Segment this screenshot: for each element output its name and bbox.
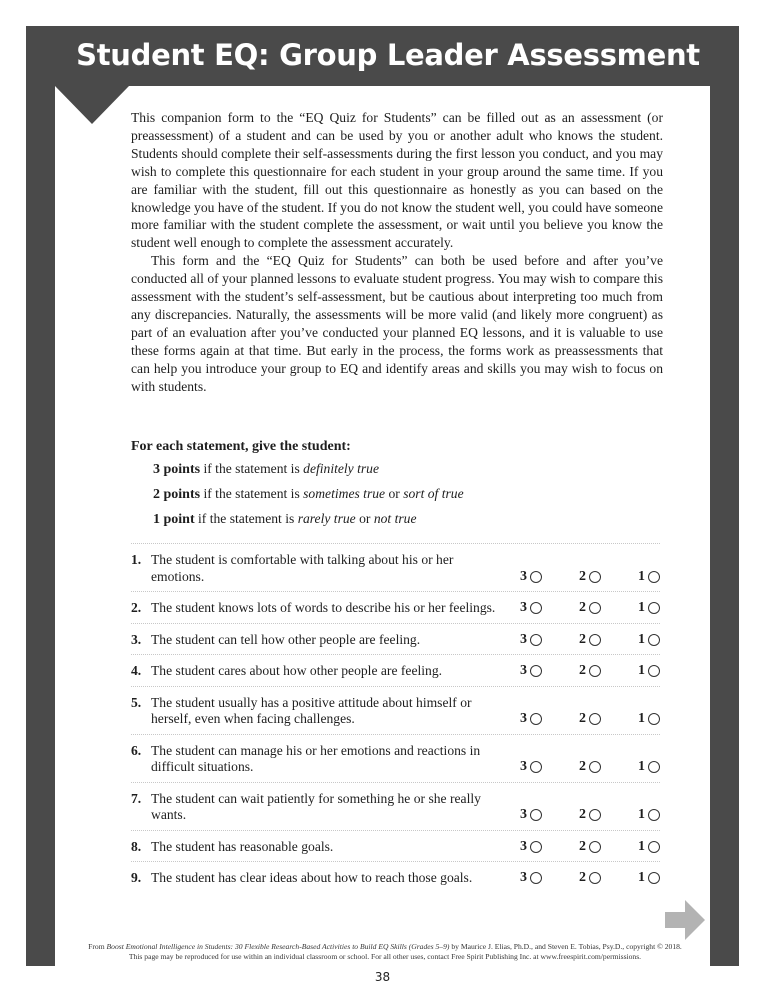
statement-number: 5. — [131, 694, 142, 710]
option-2[interactable] — [579, 663, 601, 680]
statement-row — [131, 861, 660, 893]
option-2[interactable] — [579, 600, 601, 617]
option-label: 1 — [638, 711, 645, 726]
option-3[interactable] — [520, 711, 542, 728]
statement-text: The student has clear ideas about how to reach those goals. — [151, 870, 473, 885]
radio-circle-icon[interactable] — [589, 571, 601, 583]
radio-circle-icon[interactable] — [530, 872, 542, 884]
option-label: 2 — [579, 759, 586, 774]
option-2[interactable] — [579, 759, 601, 776]
radio-circle-icon[interactable] — [530, 761, 542, 773]
option-label: 3 — [520, 600, 527, 615]
footer-line-1 — [40, 942, 730, 952]
option-label: 3 — [520, 711, 527, 726]
option-label: 1 — [638, 807, 645, 822]
statement-text: The student knows lots of words to describe his or her feelings. — [151, 600, 496, 615]
instruction-emphasis: sometimes true — [303, 486, 386, 501]
radio-circle-icon[interactable] — [648, 809, 660, 821]
radio-circle-icon[interactable] — [648, 761, 660, 773]
statement-number: 1. — [131, 552, 142, 567]
frame-notch-triangle — [55, 86, 129, 124]
option-1[interactable] — [638, 600, 660, 617]
option-2[interactable] — [579, 870, 601, 887]
option-2[interactable] — [579, 711, 601, 728]
statement-row — [131, 782, 660, 830]
statement-row — [131, 734, 660, 782]
option-3[interactable] — [520, 632, 542, 649]
instruction-emphasis: rarely true — [297, 511, 356, 526]
radio-circle-icon[interactable] — [648, 602, 660, 614]
radio-circle-icon[interactable] — [648, 713, 660, 725]
option-label: 3 — [520, 807, 527, 822]
option-label: 2 — [579, 711, 586, 726]
radio-circle-icon[interactable] — [648, 634, 660, 646]
option-1[interactable] — [638, 569, 660, 586]
option-label: 3 — [520, 568, 527, 584]
statement-number: 8. — [131, 838, 142, 854]
option-2[interactable] — [579, 807, 601, 824]
statement-number: 6. — [131, 742, 142, 758]
option-2[interactable] — [579, 632, 601, 649]
points-label: 1 point — [153, 512, 195, 527]
radio-circle-icon[interactable] — [530, 571, 542, 583]
option-label: 3 — [520, 631, 527, 647]
radio-circle-icon[interactable] — [589, 809, 601, 821]
option-3[interactable] — [520, 807, 542, 824]
statement-row — [131, 830, 660, 862]
option-3[interactable] — [520, 600, 542, 617]
option-label: 2 — [579, 807, 586, 822]
radio-circle-icon[interactable] — [648, 665, 660, 677]
option-label: 3 — [520, 759, 527, 774]
option-1[interactable] — [638, 870, 660, 887]
frame-left-bar — [26, 86, 55, 966]
radio-circle-icon[interactable] — [530, 665, 542, 677]
radio-circle-icon[interactable] — [589, 841, 601, 853]
instruction-emphasis: definitely true — [303, 461, 380, 476]
option-3[interactable] — [520, 839, 542, 856]
copyright-footer — [40, 942, 730, 962]
instruction-1-point — [131, 507, 663, 532]
option-1[interactable] — [638, 663, 660, 680]
intro-paragraph-2: This form and the “EQ Quiz for Students” can both be used before and after you’ve conducted all of your planned lessons to evaluate student progress. You may wish to compare this assessment with the student’s self-assessment, but be cautious about interpreting too much from any discrepancies. Naturally, the assessments will be more valid (and likely more congruent) as part of an evaluation after you’ve conducted your planned EQ lessons, and it is valuable to use these forms again at that time. But early in the process, the forms work as preassessments that can help you introduce your group to EQ and identify areas and skills you may wish to focus on with students. — [131, 253, 663, 394]
statement-text: The student usually has a positive attitude about himself or herself, even when facing challenges. — [151, 694, 472, 726]
statement-number: 2. — [131, 600, 142, 615]
instruction-or: or — [355, 511, 374, 526]
instructions-heading: For each statement, give the student: — [131, 439, 351, 454]
radio-circle-icon[interactable] — [589, 761, 601, 773]
option-label: 1 — [638, 838, 645, 854]
statement-row — [131, 591, 660, 623]
statement-text: The student can tell how other people are feeling. — [151, 631, 421, 647]
radio-circle-icon[interactable] — [530, 602, 542, 614]
scoring-instructions — [131, 437, 663, 532]
option-label: 2 — [579, 568, 586, 584]
instruction-emphasis: sort of true — [403, 486, 464, 501]
option-label: 1 — [638, 663, 645, 678]
footer-authors: by Maurice J. Elias, Ph.D., and Steven E. Tobias, Psy.D., copyright © 2018. — [449, 942, 682, 951]
radio-circle-icon[interactable] — [589, 602, 601, 614]
instruction-text: if the statement is — [200, 486, 304, 501]
statement-number: 7. — [131, 790, 142, 806]
instruction-3-points — [131, 457, 663, 482]
option-1[interactable] — [638, 807, 660, 824]
radio-circle-icon[interactable] — [648, 841, 660, 853]
statement-row — [131, 623, 660, 655]
option-1[interactable] — [638, 759, 660, 776]
instruction-text: if the statement is — [194, 511, 298, 526]
book-title: Boost Emotional Intelligence in Students: 30 Flexible Research-Based Activities to Build EQ Skills (Grades 5–9) — [106, 942, 450, 951]
option-2[interactable] — [579, 839, 601, 856]
option-label: 1 — [638, 759, 645, 774]
radio-circle-icon[interactable] — [530, 634, 542, 646]
option-3[interactable] — [520, 870, 542, 887]
radio-circle-icon[interactable] — [589, 665, 601, 677]
instruction-2-points — [131, 482, 663, 507]
option-3[interactable] — [520, 663, 542, 680]
statement-text: The student can manage his or her emotions and reactions in difficult situations. — [151, 742, 481, 774]
option-label: 1 — [638, 600, 645, 615]
statement-row — [131, 654, 660, 686]
statement-row — [131, 686, 660, 734]
points-label: 2 points — [153, 487, 201, 502]
page-number: 38 — [374, 970, 391, 984]
frame-right-bar — [710, 86, 739, 966]
option-label: 2 — [579, 663, 586, 678]
intro-text — [131, 109, 663, 396]
option-3[interactable] — [520, 569, 542, 586]
radio-circle-icon[interactable] — [530, 841, 542, 853]
footer-prefix: From — [88, 942, 107, 951]
option-label: 3 — [520, 663, 527, 678]
option-1[interactable] — [638, 711, 660, 728]
option-1[interactable] — [638, 632, 660, 649]
option-label: 1 — [638, 870, 645, 885]
statement-text: The student can wait patiently for something he or she really wants. — [151, 790, 481, 822]
radio-circle-icon[interactable] — [589, 634, 601, 646]
next-page-arrow-icon[interactable] — [665, 900, 705, 940]
page-title: Student EQ: Group Leader Assessment — [76, 38, 700, 72]
option-label: 3 — [520, 870, 527, 885]
instruction-emphasis: not true — [373, 511, 417, 526]
radio-circle-icon[interactable] — [589, 713, 601, 725]
statement-number: 3. — [131, 631, 142, 647]
option-2[interactable] — [579, 569, 601, 586]
option-label: 1 — [638, 568, 645, 584]
intro-paragraph-1: This companion form to the “EQ Quiz for Students” can be filled out as an assessment (or preassessment) of a student and can be used by you or another adult who knows the student. Students should complete their self-assessments during the first lesson you conduct, and you may wish to complete this questionnaire for each student in your group around the same time. If you are familiar with the student, fill out this questionnaire as honestly as you can based on the knowledge you have of the student. If you do not know the student well, you could have someone more familiar with the student complete the assessment, or wait until you believe you know the student well enough to complete the assessment accurately. — [131, 110, 663, 251]
points-label: 3 points — [153, 462, 201, 477]
statement-number: 4. — [131, 663, 142, 678]
option-label: 2 — [579, 631, 586, 647]
statement-number: 9. — [131, 870, 142, 885]
assessment-statements — [131, 543, 660, 893]
radio-circle-icon[interactable] — [589, 872, 601, 884]
radio-circle-icon[interactable] — [530, 713, 542, 725]
radio-circle-icon[interactable] — [530, 809, 542, 821]
statement-text: The student has reasonable goals. — [151, 838, 334, 854]
option-label: 2 — [579, 838, 586, 854]
radio-circle-icon[interactable] — [648, 571, 660, 583]
option-label: 2 — [579, 600, 586, 615]
footer-line-2: This page may be reproduced for use within an individual classroom or school. For all other uses, contact Free Spirit Publishing Inc. at www.freespirit.com/permissions. — [128, 952, 642, 961]
instruction-or: or — [385, 486, 404, 501]
statement-text: The student cares about how other people are feeling. — [151, 663, 443, 678]
option-1[interactable] — [638, 839, 660, 856]
statement-row — [131, 543, 660, 591]
option-label: 1 — [638, 631, 645, 647]
option-3[interactable] — [520, 759, 542, 776]
radio-circle-icon[interactable] — [648, 872, 660, 884]
option-label: 2 — [579, 870, 586, 885]
statement-text: The student is comfortable with talking about his or her emotions. — [151, 552, 454, 584]
option-label: 3 — [520, 838, 527, 854]
instruction-text: if the statement is — [200, 461, 304, 476]
